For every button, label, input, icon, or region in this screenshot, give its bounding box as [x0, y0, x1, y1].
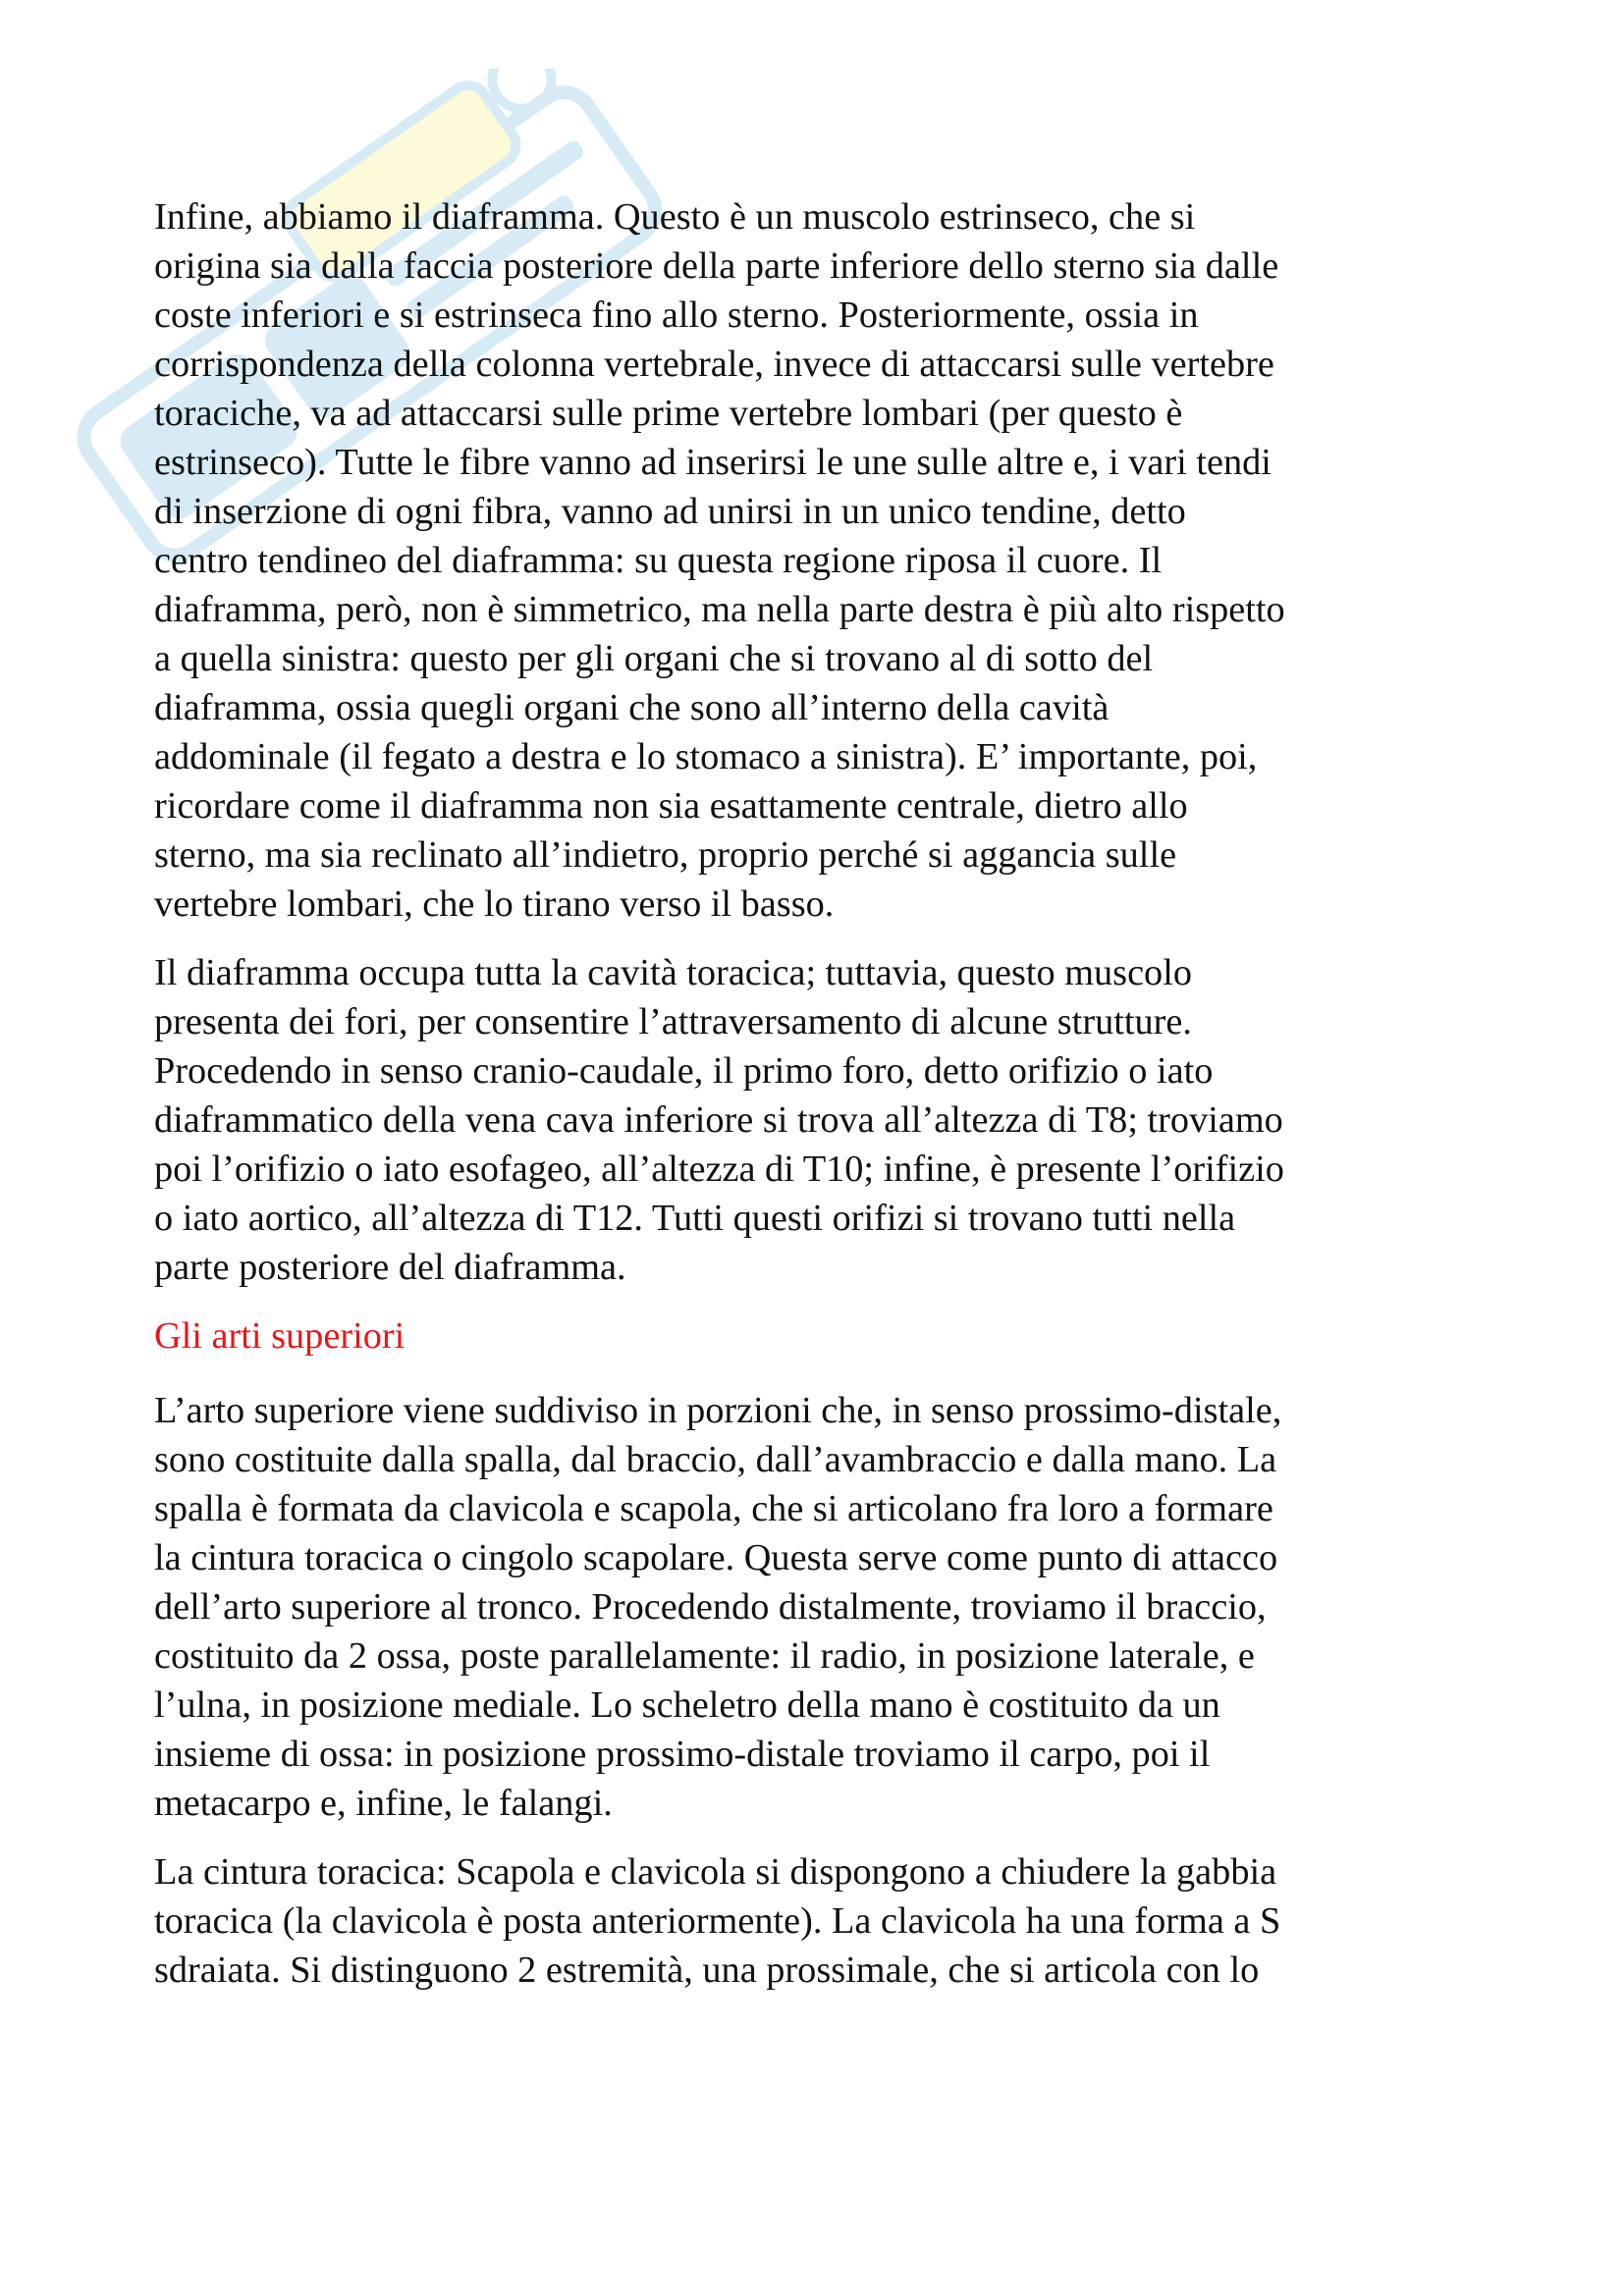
- text-line: addominale (il fegato a destra e lo stomaco a sinistra). E’ importante, poi,: [154, 736, 1258, 777]
- text-line: parte posteriore del diaframma.: [154, 1247, 626, 1288]
- text-line: Procedendo in senso cranio-caudale, il primo foro, detto orifizio o iato: [154, 1050, 1214, 1092]
- text-line: estrinseco). Tutte le fibre vanno ad inserirsi le une sulle altre e, i vari tendi: [154, 442, 1272, 483]
- paragraph-cintura-toracica: [154, 1847, 1482, 1995]
- text-line: diaframmatico della vena cava inferiore si trova all’altezza di T8; troviamo: [154, 1099, 1283, 1141]
- paragraph-fori-diaframma: [154, 948, 1482, 1292]
- text-line: toraciche, va ad attaccarsi sulle prime vertebre lombari (per questo è: [154, 393, 1183, 434]
- paragraph-diaframma: [154, 192, 1482, 929]
- text-line: o iato aortico, all’altezza di T12. Tutti questi orifizi si trovano tutti nella: [154, 1198, 1236, 1239]
- paragraph-arto-superiore: [154, 1386, 1482, 1828]
- text-line: insieme di ossa: in posizione prossimo-distale troviamo il carpo, poi il: [154, 1734, 1211, 1775]
- text-line: dell’arto superiore al tronco. Procedendo distalmente, troviamo il braccio,: [154, 1586, 1267, 1628]
- section-heading: Gli arti superiori: [154, 1315, 406, 1357]
- text-line: metacarpo e, infine, le falangi.: [154, 1783, 613, 1824]
- text-line: sono costituite dalla spalla, dal braccio, dall’avambraccio e dalla mano. La: [154, 1439, 1277, 1480]
- text-line: corrispondenza della colonna vertebrale, invece di attaccarsi sulle vertebre: [154, 344, 1274, 385]
- text-line: sdraiata. Si distinguono 2 estremità, una prossimale, che si articola con lo: [154, 1949, 1260, 1991]
- text-line: toracica (la clavicola è posta anteriormente). La clavicola ha una forma a S: [154, 1900, 1281, 1942]
- text-line: centro tendineo del diaframma: su questa regione riposa il cuore. Il: [154, 540, 1163, 581]
- text-line: Infine, abbiamo il diaframma. Questo è un muscolo estrinseco, che si: [154, 196, 1196, 238]
- text-line: spalla è formata da clavicola e scapola, che si articolano fra loro a formare: [154, 1488, 1273, 1529]
- text-line: di inserzione di ogni fibra, vanno ad unirsi in un unico tendine, detto: [154, 491, 1186, 532]
- text-line: presenta dei fori, per consentire l’attraversamento di alcune strutture.: [154, 1001, 1192, 1042]
- text-line: diaframma, però, non è simmetrico, ma nella parte destra è più alto rispetto: [154, 589, 1285, 630]
- text-line: vertebre lombari, che lo tirano verso il basso.: [154, 883, 835, 925]
- text-line: coste inferiori e si estrinseca fino allo sterno. Posteriormente, ossia in: [154, 294, 1199, 336]
- text-line: La cintura toracica: Scapola e clavicola si dispongono a chiudere la gabbia: [154, 1851, 1277, 1893]
- text-line: sterno, ma sia reclinato all’indietro, proprio perché si aggancia sulle: [154, 834, 1177, 876]
- text-line: L’arto superiore viene suddiviso in porzioni che, in senso prossimo-distale,: [154, 1390, 1282, 1431]
- text-line: costituito da 2 ossa, poste parallelamente: il radio, in posizione laterale, e: [154, 1635, 1255, 1677]
- text-line: poi l’orifizio o iato esofageo, all’altezza di T10; infine, è presente l’orifizio: [154, 1148, 1284, 1190]
- text-line: diaframma, ossia quegli organi che sono all’interno della cavità: [154, 687, 1110, 728]
- text-line: la cintura toracica o cingolo scapolare. Questa serve come punto di attacco: [154, 1537, 1278, 1578]
- text-line: a quella sinistra: questo per gli organi che si trovano al di sotto del: [154, 638, 1154, 679]
- document-body: [154, 192, 1482, 2014]
- text-line: l’ulna, in posizione mediale. Lo scheletro della mano è costituito da un: [154, 1684, 1220, 1726]
- text-line: origina sia dalla faccia posteriore della parte inferiore dello sterno sia dalle: [154, 245, 1279, 287]
- text-line: ricordare come il diaframma non sia esattamente centrale, dietro allo: [154, 785, 1188, 827]
- text-line: Il diaframma occupa tutta la cavità toracica; tuttavia, questo muscolo: [154, 952, 1192, 993]
